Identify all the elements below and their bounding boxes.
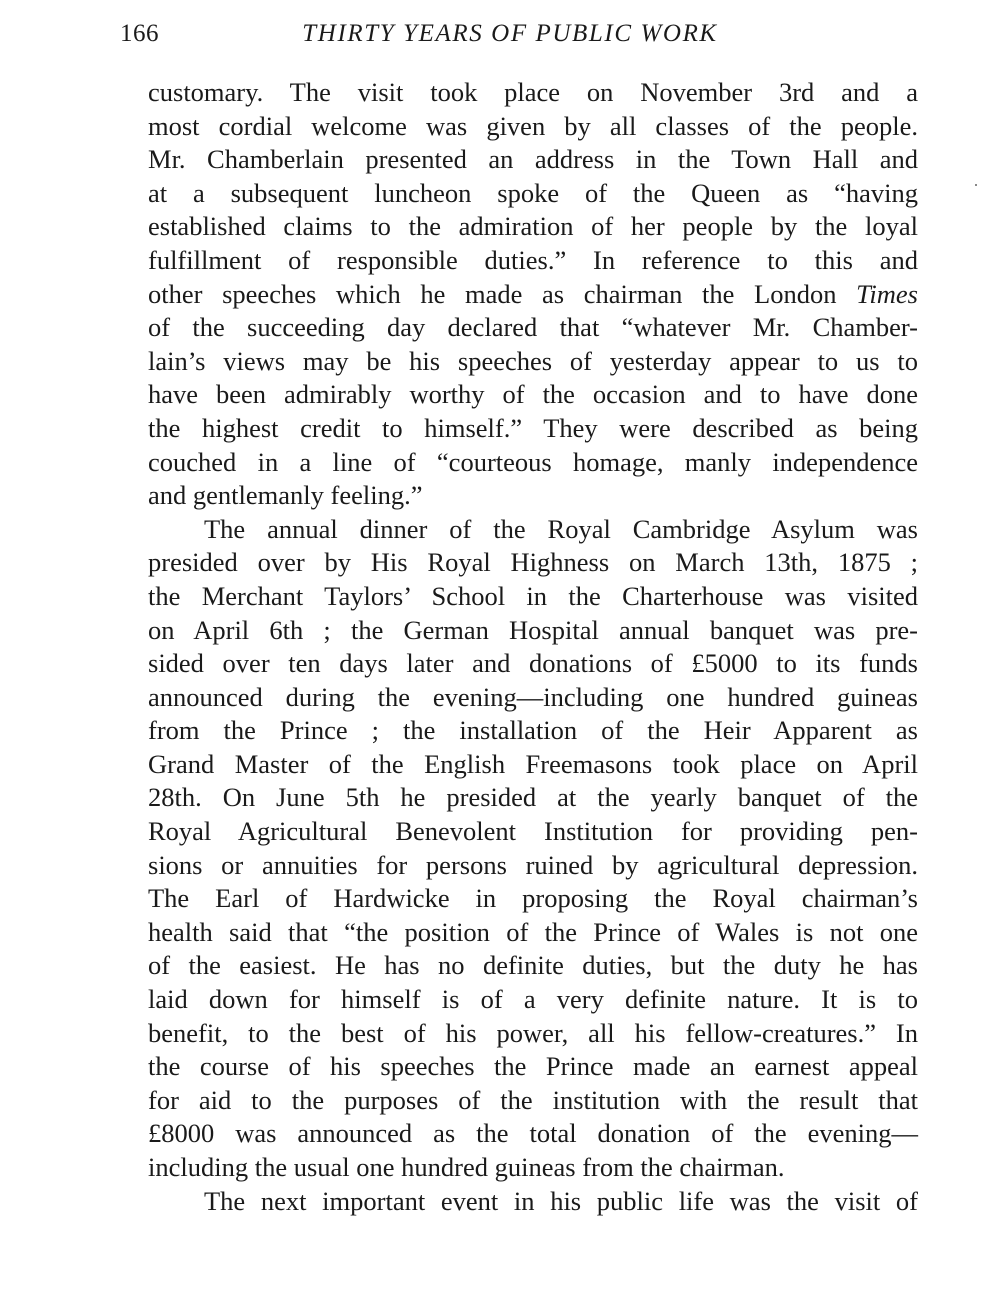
- page-number: 166: [120, 20, 159, 47]
- text-line: have been admirably worthy of the occasion and to have done: [148, 379, 918, 410]
- text-line: of the succeeding day declared that “whatever Mr. Chamber-: [148, 312, 918, 343]
- running-title: THIRTY YEARS OF PUBLIC WORK: [302, 20, 718, 47]
- text-line: at a subsequent luncheon spoke of the Queen as “having: [148, 177, 918, 208]
- text-line: established claims to the admiration of her people by the loyal: [148, 211, 918, 242]
- text-line: sided over ten days later and donations of £5000 to its funds: [148, 648, 918, 679]
- text-line: couched in a line of “courteous homage, manly independence: [148, 446, 918, 477]
- text-line: Royal Agricultural Benevolent Institution for providing pen-: [148, 816, 918, 847]
- text-line: customary. The visit took place on November 3rd and a: [148, 77, 918, 107]
- text-line: presided over by His Royal Highness on March 13th, 1875 ;: [148, 547, 918, 578]
- text-line: and gentlemanly feeling.”: [148, 480, 423, 511]
- text-line: including the usual one hundred guineas from the chairman.: [148, 1152, 785, 1182]
- text-line: health said that “the position of the Prince of Wales is not one: [148, 916, 918, 947]
- text-line: £8000 was announced as the total donation of the evening—: [148, 1118, 918, 1149]
- text-line: from the Prince ; the installation of the Heir Apparent as: [148, 715, 918, 746]
- text-line: Grand Master of the English Freemasons took place on April: [148, 748, 918, 779]
- text-line: laid down for himself is of a very definite nature. It is to: [148, 984, 918, 1015]
- text-line: The annual dinner of the Royal Cambridge Asylum was: [204, 513, 918, 544]
- page-header: [120, 20, 900, 56]
- text-line: The next important event in his public life was the visit of: [204, 1185, 918, 1216]
- text-line: lain’s views may be his speeches of yesterday appear to us to: [148, 345, 918, 376]
- text-line: announced during the evening—including one hundred guineas: [148, 681, 918, 712]
- text-line: other speeches which he made as chairman the London Times: [148, 278, 918, 309]
- text-line: 28th. On June 5th he presided at the yearly banquet of the: [148, 782, 918, 813]
- text-line: The Earl of Hardwicke in proposing the Royal chairman’s: [148, 883, 918, 914]
- text-line: most cordial welcome was given by all classes of the people.: [148, 110, 918, 141]
- body-text: [148, 76, 918, 1218]
- paper-speck: [975, 184, 977, 186]
- text-line: of the easiest. He has no definite duties, but the duty he has: [148, 950, 918, 981]
- text-line: benefit, to the best of his power, all his fellow-creatures.” In: [148, 1017, 918, 1048]
- text-line: for aid to the purposes of the institution with the result that: [148, 1084, 918, 1115]
- text-line: the course of his speeches the Prince made an earnest appeal: [148, 1051, 918, 1082]
- text-line: the highest credit to himself.” They were described as being: [148, 412, 918, 443]
- text-line: Mr. Chamberlain presented an address in the Town Hall and: [148, 144, 918, 175]
- text-line: fulfillment of responsible duties.” In reference to this and: [148, 244, 918, 275]
- text-line: the Merchant Taylors’ School in the Charterhouse was visited: [148, 580, 918, 611]
- text-line: on April 6th ; the German Hospital annual banquet was pre-: [148, 614, 918, 645]
- text-line: sions or annuities for persons ruined by agricultural depression.: [148, 849, 918, 880]
- italic-word: Times: [856, 278, 918, 309]
